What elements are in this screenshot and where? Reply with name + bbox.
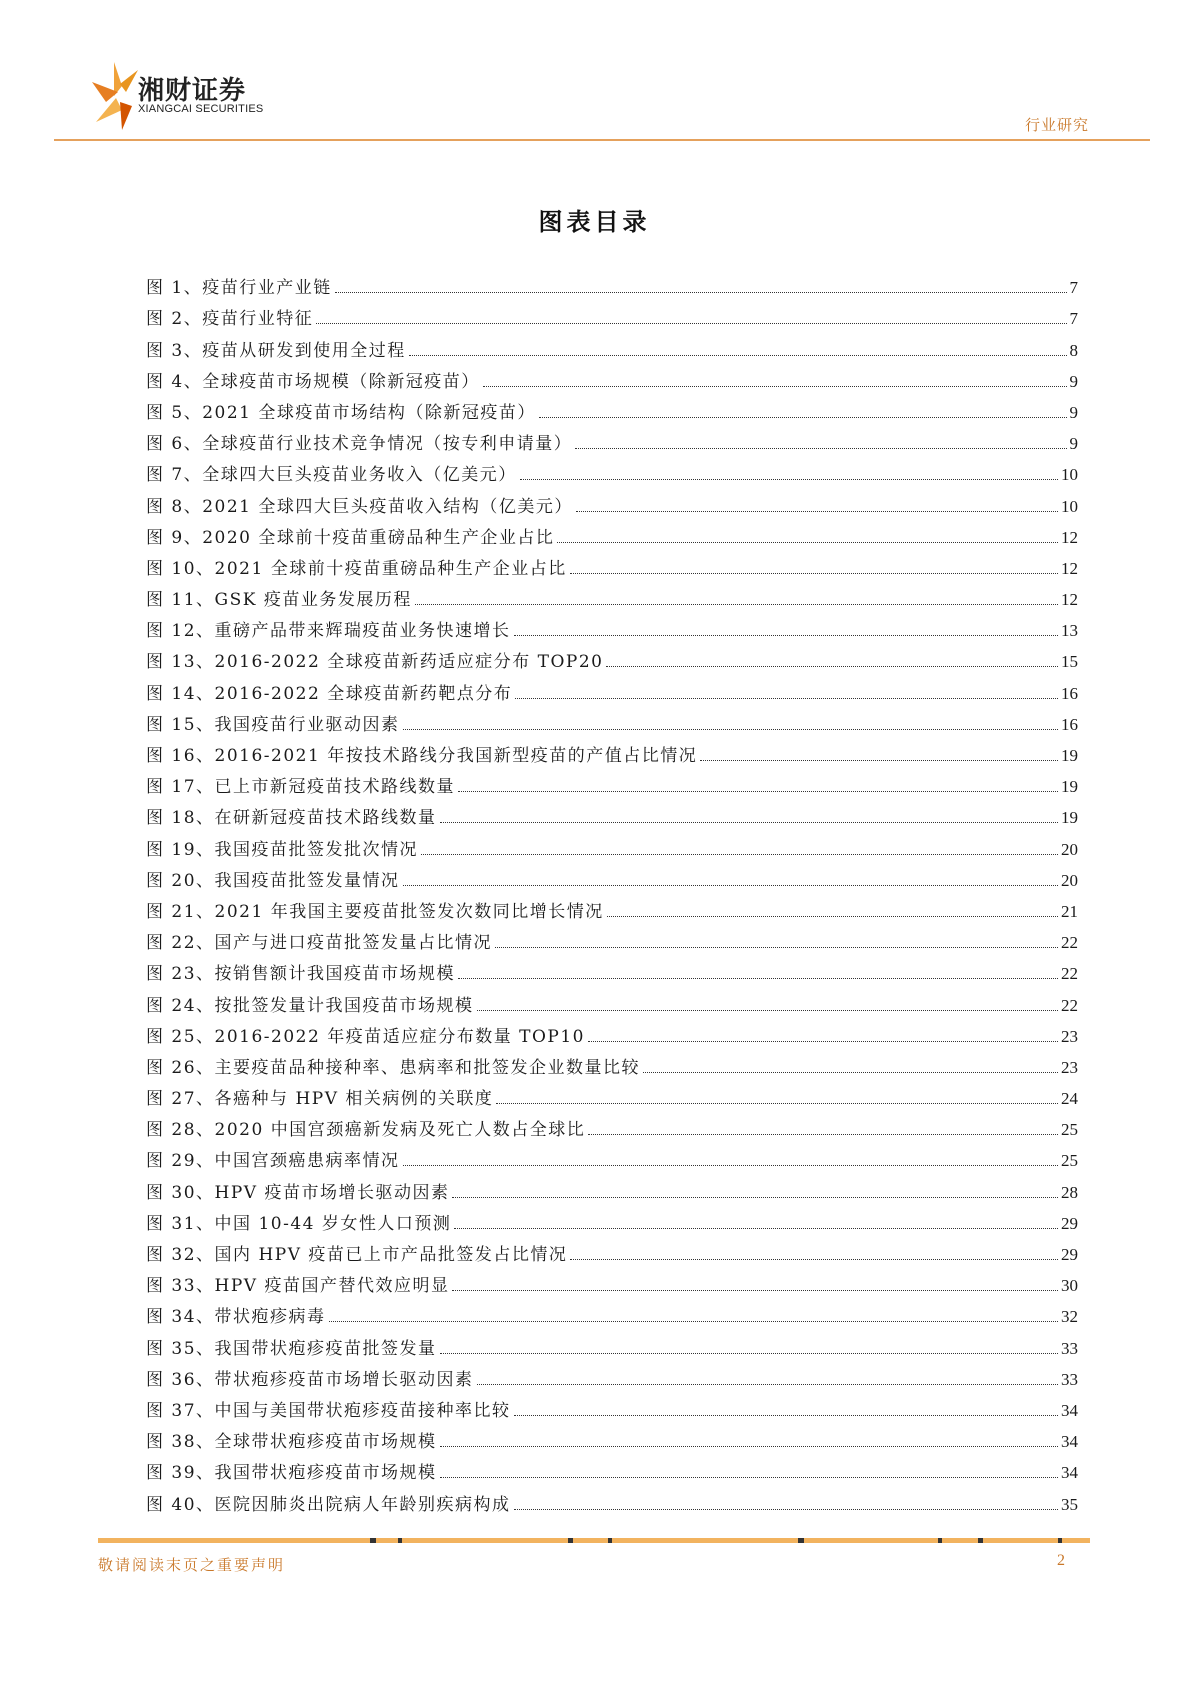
toc-dot-leader	[483, 386, 1067, 387]
toc-entry-label: 图 17、已上市新冠疫苗技术路线数量	[146, 777, 456, 798]
toc-entry[interactable]	[146, 1078, 1078, 1109]
toc-entry-page: 19	[1061, 808, 1078, 828]
toc-entry-label: 图 16、2016-2021 年按技术路线分我国新型疫苗的产值占比情况	[146, 746, 698, 766]
toc-dot-leader	[458, 791, 1058, 792]
toc-entry[interactable]	[146, 1234, 1078, 1265]
toc-entry-label: 图 12、重磅产品带来辉瑞疫苗业务快速增长	[146, 621, 511, 642]
toc-entry-label: 图 23、按销售额计我国疫苗市场规模	[146, 964, 456, 985]
toc-entry[interactable]	[146, 329, 1078, 360]
toc-entry-page: 33	[1061, 1338, 1078, 1358]
table-of-figures	[146, 267, 1078, 1515]
toc-dot-leader	[514, 1509, 1058, 1510]
toc-dot-leader	[458, 978, 1058, 979]
toc-entry[interactable]	[146, 1421, 1078, 1452]
toc-entry[interactable]	[146, 672, 1078, 703]
toc-entry-page: 10	[1061, 465, 1078, 485]
toc-dot-leader	[329, 1321, 1058, 1322]
toc-entry[interactable]	[146, 267, 1078, 298]
toc-dot-leader	[403, 729, 1058, 730]
toc-entry-label: 图 4、全球疫苗市场规模（除新冠疫苗）	[146, 371, 480, 392]
toc-entry-label: 图 33、HPV 疫苗国产替代效应明显	[146, 1276, 450, 1297]
toc-entry-page: 33	[1061, 1369, 1078, 1389]
toc-entry-page: 25	[1061, 1151, 1078, 1171]
toc-dot-leader	[403, 1165, 1058, 1166]
toc-entry[interactable]	[146, 1296, 1078, 1327]
toc-entry-page: 16	[1061, 714, 1078, 734]
toc-entry-page: 10	[1061, 496, 1078, 516]
toc-dot-leader	[576, 511, 1058, 512]
toc-dot-leader	[403, 885, 1058, 886]
toc-entry[interactable]	[146, 298, 1078, 329]
toc-entry-label: 图 31、中国 10-44 岁女性人口预测	[146, 1213, 452, 1234]
toc-entry-label: 图 2、疫苗行业特征	[146, 309, 314, 330]
toc-dot-leader	[477, 1384, 1058, 1385]
toc-entry-page: 34	[1061, 1432, 1078, 1452]
toc-entry[interactable]	[146, 1109, 1078, 1140]
toc-entry[interactable]	[146, 548, 1078, 579]
toc-dot-leader	[421, 854, 1058, 855]
toc-entry[interactable]	[146, 579, 1078, 610]
toc-entry-page: 29	[1061, 1245, 1078, 1264]
toc-entry[interactable]	[146, 454, 1078, 485]
toc-entry-label: 图 40、医院因肺炎出院病人年龄别疾病构成	[146, 1494, 511, 1515]
toc-entry-page: 7	[1069, 309, 1078, 329]
toc-dot-leader	[700, 760, 1058, 761]
toc-entry-label: 图 10、2021 全球前十疫苗重磅品种生产企业占比	[146, 558, 567, 579]
toc-entry-page: 22	[1061, 964, 1078, 984]
toc-entry[interactable]	[146, 1483, 1078, 1514]
toc-entry-label: 图 18、在研新冠疫苗技术路线数量	[146, 808, 437, 829]
toc-entry-label: 图 11、GSK 疫苗业务发展历程	[146, 590, 412, 611]
toc-entry-page: 16	[1061, 683, 1078, 703]
toc-entry-label: 图 22、国产与进口疫苗批签发量占比情况	[146, 933, 493, 954]
toc-dot-leader	[570, 573, 1058, 574]
toc-entry-label: 图 1、疫苗行业产业链	[146, 278, 332, 299]
toc-entry-label: 图 7、全球四大巨头疫苗业务收入（亿美元）	[146, 465, 517, 486]
toc-entry[interactable]	[146, 641, 1078, 672]
toc-entry-page: 20	[1061, 870, 1078, 890]
toc-entry-page: 9	[1069, 434, 1078, 454]
toc-dot-leader	[588, 1041, 1058, 1042]
toc-entry-label: 图 28、2020 中国宫颈癌新发病及死亡人数占全球比	[146, 1120, 586, 1141]
toc-entry-label: 图 32、国内 HPV 疫苗已上市产品批签发占比情况	[146, 1245, 568, 1265]
toc-entry-label: 图 6、全球疫苗行业技术竞争情况（按专利申请量）	[146, 434, 573, 455]
toc-entry[interactable]	[146, 392, 1078, 423]
toc-entry[interactable]	[146, 922, 1078, 953]
toc-entry-page: 12	[1061, 558, 1078, 578]
toc-dot-leader	[316, 323, 1066, 324]
toc-entry-page: 22	[1061, 995, 1078, 1015]
toc-entry[interactable]	[146, 766, 1078, 797]
toc-entry[interactable]	[146, 1452, 1078, 1483]
toc-entry-label: 图 26、主要疫苗品种接种率、患病率和批签发企业数量比较	[146, 1057, 641, 1078]
toc-entry[interactable]	[146, 1327, 1078, 1358]
toc-dot-leader	[454, 1228, 1058, 1229]
toc-entry-page: 19	[1061, 746, 1078, 765]
toc-entry-page: 34	[1061, 1463, 1078, 1483]
toc-entry-page: 23	[1061, 1057, 1078, 1077]
toc-dot-leader	[477, 1010, 1058, 1011]
toc-entry[interactable]	[146, 953, 1078, 984]
toc-entry[interactable]	[146, 1047, 1078, 1078]
toc-dot-leader	[440, 1477, 1058, 1478]
toc-entry-label: 图 19、我国疫苗批签发批次情况	[146, 839, 419, 860]
toc-dot-leader	[643, 1072, 1058, 1073]
toc-entry[interactable]	[146, 704, 1078, 735]
toc-entry-page: 15	[1061, 652, 1078, 672]
toc-entry[interactable]	[146, 517, 1078, 548]
toc-entry[interactable]	[146, 1016, 1078, 1047]
toc-entry-page: 13	[1061, 621, 1078, 641]
toc-entry-label: 图 15、我国疫苗行业驱动因素	[146, 714, 400, 735]
toc-entry-label: 图 34、带状疱疹病毒	[146, 1307, 326, 1328]
page-header	[0, 0, 1189, 145]
toc-dot-leader	[520, 479, 1058, 480]
toc-dot-leader	[588, 1134, 1058, 1135]
toc-dot-leader	[606, 666, 1058, 667]
toc-dot-leader	[575, 448, 1066, 449]
toc-entry[interactable]	[146, 891, 1078, 922]
toc-entry-page: 35	[1061, 1494, 1078, 1514]
toc-entry-page: 23	[1061, 1026, 1078, 1046]
toc-entry-label: 图 20、我国疫苗批签发量情况	[146, 870, 400, 891]
toc-dot-leader	[514, 1415, 1058, 1416]
toc-entry-label: 图 35、我国带状疱疹疫苗批签发量	[146, 1338, 437, 1359]
toc-entry-label: 图 38、全球带状疱疹疫苗市场规模	[146, 1432, 437, 1453]
toc-dot-leader	[440, 822, 1058, 823]
toc-dot-leader	[514, 635, 1058, 636]
toc-entry[interactable]	[146, 610, 1078, 641]
toc-entry-page: 9	[1069, 402, 1078, 422]
toc-entry[interactable]	[146, 1359, 1078, 1390]
brand-name-en: XIANGCAI SECURITIES	[138, 103, 264, 115]
toc-entry-label: 图 14、2016-2022 全球疫苗新药靶点分布	[146, 683, 513, 704]
toc-entry[interactable]	[146, 1203, 1078, 1234]
toc-entry-label: 图 39、我国带状疱疹疫苗市场规模	[146, 1463, 437, 1484]
toc-entry[interactable]	[146, 1140, 1078, 1171]
toc-dot-leader	[607, 916, 1058, 917]
toc-entry-page: 8	[1069, 340, 1078, 360]
header-divider	[54, 139, 1150, 141]
brand-name-cn: 湘财证券	[138, 76, 247, 106]
toc-dot-leader	[452, 1290, 1058, 1291]
page-number: 2	[1057, 1552, 1065, 1569]
toc-entry-label: 图 27、各癌种与 HPV 相关病例的关联度	[146, 1089, 494, 1110]
toc-entry-page: 34	[1061, 1400, 1078, 1420]
toc-dot-leader	[415, 604, 1058, 605]
toc-dot-leader	[440, 1353, 1058, 1354]
toc-entry-page: 7	[1069, 278, 1078, 298]
toc-dot-leader	[409, 355, 1067, 356]
toc-dot-leader	[452, 1197, 1058, 1198]
toc-entry-label: 图 30、HPV 疫苗市场增长驱动因素	[146, 1182, 450, 1203]
toc-entry-page: 20	[1061, 839, 1078, 859]
toc-entry[interactable]	[146, 860, 1078, 891]
toc-entry-label: 图 21、2021 年我国主要疫苗批签发次数同比增长情况	[146, 901, 604, 922]
toc-entry-label: 图 36、带状疱疹疫苗市场增长驱动因素	[146, 1369, 474, 1390]
toc-entry-label: 图 13、2016-2022 全球疫苗新药适应症分布 TOP20	[146, 652, 604, 673]
toc-entry-page: 28	[1061, 1182, 1078, 1202]
footer-divider	[98, 1538, 1090, 1543]
toc-entry-page: 30	[1061, 1276, 1078, 1296]
toc-entry-page: 32	[1061, 1307, 1078, 1327]
toc-entry-page: 9	[1069, 371, 1078, 391]
toc-entry[interactable]	[146, 797, 1078, 828]
toc-entry[interactable]	[146, 1265, 1078, 1296]
report-category: 行业研究	[1024, 116, 1089, 134]
toc-dot-leader	[557, 542, 1058, 543]
toc-entry-page: 12	[1061, 590, 1078, 610]
toc-entry[interactable]	[146, 1390, 1078, 1421]
toc-entry-label: 图 3、疫苗从研发到使用全过程	[146, 340, 406, 361]
toc-entry-label: 图 9、2020 全球前十疫苗重磅品种生产企业占比	[146, 527, 555, 548]
toc-dot-leader	[539, 417, 1067, 418]
toc-entry-page: 22	[1061, 933, 1078, 953]
toc-entry-label: 图 24、按批签发量计我国疫苗市场规模	[146, 995, 474, 1016]
toc-entry[interactable]	[146, 828, 1078, 859]
toc-entry-label: 图 29、中国宫颈癌患病率情况	[146, 1151, 400, 1172]
toc-dot-leader	[495, 947, 1058, 948]
toc-entry-label: 图 8、2021 全球四大巨头疫苗收入结构（亿美元）	[146, 496, 573, 517]
toc-dot-leader	[335, 292, 1067, 293]
toc-entry[interactable]	[146, 423, 1078, 454]
toc-entry-page: 25	[1061, 1120, 1078, 1140]
toc-entry[interactable]	[146, 361, 1078, 392]
toc-entry-label: 图 5、2021 全球疫苗市场结构（除新冠疫苗）	[146, 402, 536, 423]
toc-dot-leader	[496, 1103, 1058, 1104]
toc-entry-page: 29	[1061, 1213, 1078, 1233]
toc-dot-leader	[515, 698, 1058, 699]
toc-entry[interactable]	[146, 984, 1078, 1015]
toc-entry-page: 19	[1061, 777, 1078, 797]
toc-entry-page: 21	[1061, 901, 1078, 921]
toc-entry-label: 图 37、中国与美国带状疱疹疫苗接种率比较	[146, 1400, 511, 1421]
disclaimer-note: 敬请阅读末页之重要声明	[98, 1556, 286, 1574]
toc-entry-label: 图 25、2016-2022 年疫苗适应症分布数量 TOP10	[146, 1026, 585, 1047]
toc-entry[interactable]	[146, 1171, 1078, 1202]
page-title: 图表目录	[538, 207, 651, 237]
toc-dot-leader	[570, 1259, 1058, 1260]
toc-entry[interactable]	[146, 735, 1078, 766]
toc-entry-page: 12	[1061, 527, 1078, 547]
toc-entry-page: 24	[1061, 1089, 1078, 1109]
toc-entry[interactable]	[146, 485, 1078, 516]
toc-dot-leader	[440, 1446, 1058, 1447]
